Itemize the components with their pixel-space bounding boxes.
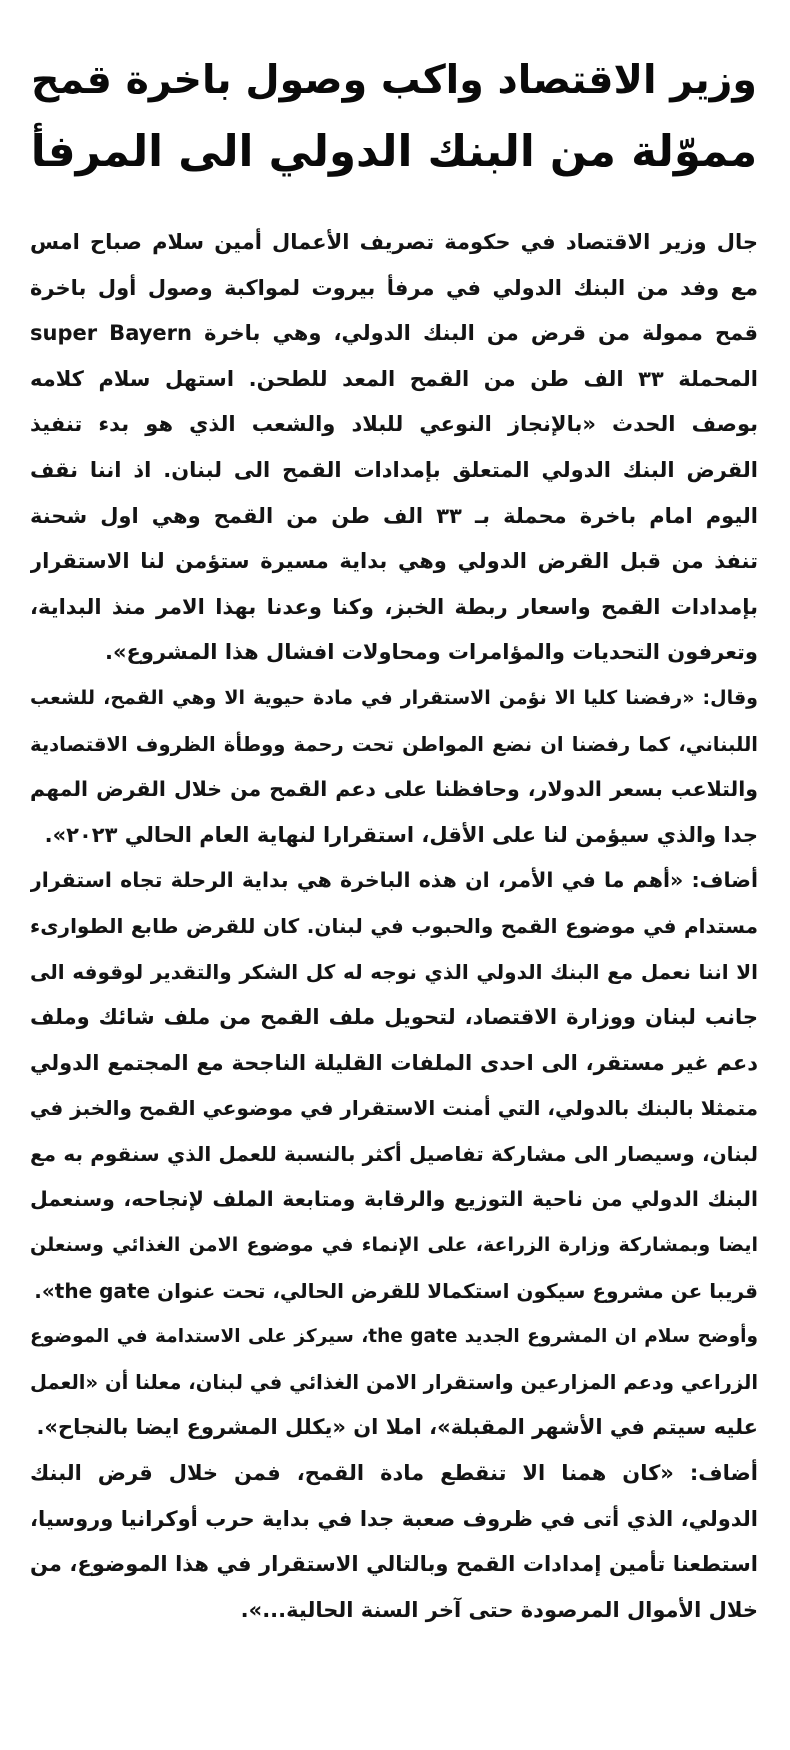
body-line: جانب لبنان ووزارة الاقتصاد، لتحويل ملف القمح من ملف شائك وملف bbox=[30, 1005, 758, 1030]
body-line: مستدام في موضوع القمح والحبوب في لبنان. كان للقرض طابع الطوارىء bbox=[30, 913, 758, 938]
body-line: أضاف: «أهم ما في الأمر، ان هذه الباخرة هي بداية الرحلة تجاه استقرار bbox=[30, 868, 758, 893]
body-line: البنك الدولي من ناحية التوزيع والرقابة ومتابعة الملف لإنجاحه، وسنعمل bbox=[30, 1187, 758, 1212]
body-line: جال وزير الاقتصاد في حكومة تصريف الأعمال أمين سلام صباح امس bbox=[30, 230, 758, 254]
body-line: تنفذ من قبل القرض الدولي وهي بداية مسيرة ستؤمن لنا الاستقرار bbox=[30, 549, 758, 574]
article-body bbox=[30, 220, 758, 1633]
body-line: متمثلا بالبنك بالدولي، التي أمنت الاستقرار في موضوعي القمح والخبز في bbox=[30, 1096, 758, 1121]
paragraph-end-line: عليه سيتم في الأشهر المقبلة»، املا ان «يكلل المشروع ايضا بالنجاح». bbox=[36, 1415, 758, 1440]
headline-line-2: مموّلة من البنك الدولي الى المرفأ bbox=[30, 127, 758, 177]
body-line: اللبناني، كما رفضنا ان نضع المواطن تحت رحمة ووطأة الظروف الاقتصادية bbox=[30, 732, 758, 756]
body-line: ايضا وبمشاركة وزارة الزراعة، على الإنماء في موضوع الامن الغذائي وسنعلن bbox=[30, 1234, 758, 1257]
body-line: مع وفد من البنك الدولي في مرفأ بيروت لمواكبة وصول أول باخرة bbox=[30, 275, 758, 300]
body-line: وقال: «رفضنا كليا الا نؤمن الاستقرار في مادة حيوية الا وهي القمح، للشعب bbox=[30, 686, 758, 709]
body-line: اليوم امام باخرة محملة بـ ٣٣ الف طن من القمح وهي اول شحنة bbox=[30, 503, 758, 528]
body-line: قمح ممولة من قرض من البنك الدولي، وهي باخرة super Bayern bbox=[30, 321, 758, 346]
body-line: بوصف الحدث «بالإنجاز النوعي للبلاد والشعب الذي هو بدء تنفيذ bbox=[30, 412, 758, 437]
body-line: وأوضح سلام ان المشروع الجديد the gate، سيركز على الاستدامة في الموضوع bbox=[30, 1326, 758, 1348]
body-line: دعم غير مستقر، الى احدى الملفات القليلة الناجحة مع المجتمع الدولي bbox=[30, 1050, 758, 1075]
body-line: الدولي، الذي أتى في ظروف صعبة جدا في بداية حرب أوكرانيا وروسيا، bbox=[30, 1506, 758, 1531]
body-line: بإمدادات القمح واسعار ربطة الخبز، وكنا وعدنا بهذا الامر منذ البداية، bbox=[30, 594, 758, 619]
body-line: استطعنا تأمين إمدادات القمح وبالتالي الاستقرار في هذا الموضوع، من bbox=[30, 1552, 758, 1577]
body-line: الا اننا نعمل مع البنك الدولي الذي نوجه له كل الشكر والتقدير لوقوفه الى bbox=[30, 959, 758, 984]
body-line: أضاف: «كان همنا الا تنقطع مادة القمح، فمن خلال قرض البنك bbox=[30, 1461, 758, 1486]
paragraph-end-line: وتعرفون التحديات والمؤامرات ومحاولات افشال هذا المشروع». bbox=[104, 640, 758, 665]
body-line: الزراعي ودعم المزارعين واستقرار الامن الغذائي في لبنان، معلنا أن «العمل bbox=[30, 1370, 758, 1394]
paragraph-end-line: خلال الأموال المرصودة حتى آخر السنة الحالية...». bbox=[240, 1597, 758, 1622]
paragraph-end-line: قريبا عن مشروع سيكون استكمالا للقرض الحالي، تحت عنوان the gate». bbox=[34, 1278, 758, 1303]
headline-line-1: وزير الاقتصاد واكب وصول باخرة قمح bbox=[31, 57, 757, 103]
body-line: والتلاعب بسعر الدولار، وحافظنا على دعم القمح من خلال القرض المهم bbox=[30, 777, 758, 802]
headline bbox=[30, 44, 758, 188]
paragraph-end-line: جدا والذي سيؤمن لنا على الأقل، استقرارا لنهاية العام الحالي ٢٠٢٣». bbox=[44, 822, 758, 847]
body-line: القرض البنك الدولي المتعلق بإمدادات القمح الى لبنان. اذ اننا نقف bbox=[30, 457, 758, 482]
body-line: لبنان، وسيصار الى مشاركة تفاصيل أكثر بالنسبة للعمل الذي سنقوم به مع bbox=[30, 1141, 758, 1166]
body-line: المحملة ٣٣ الف طن من القمح المعد للطحن. استهل سلام كلامه bbox=[30, 366, 758, 391]
